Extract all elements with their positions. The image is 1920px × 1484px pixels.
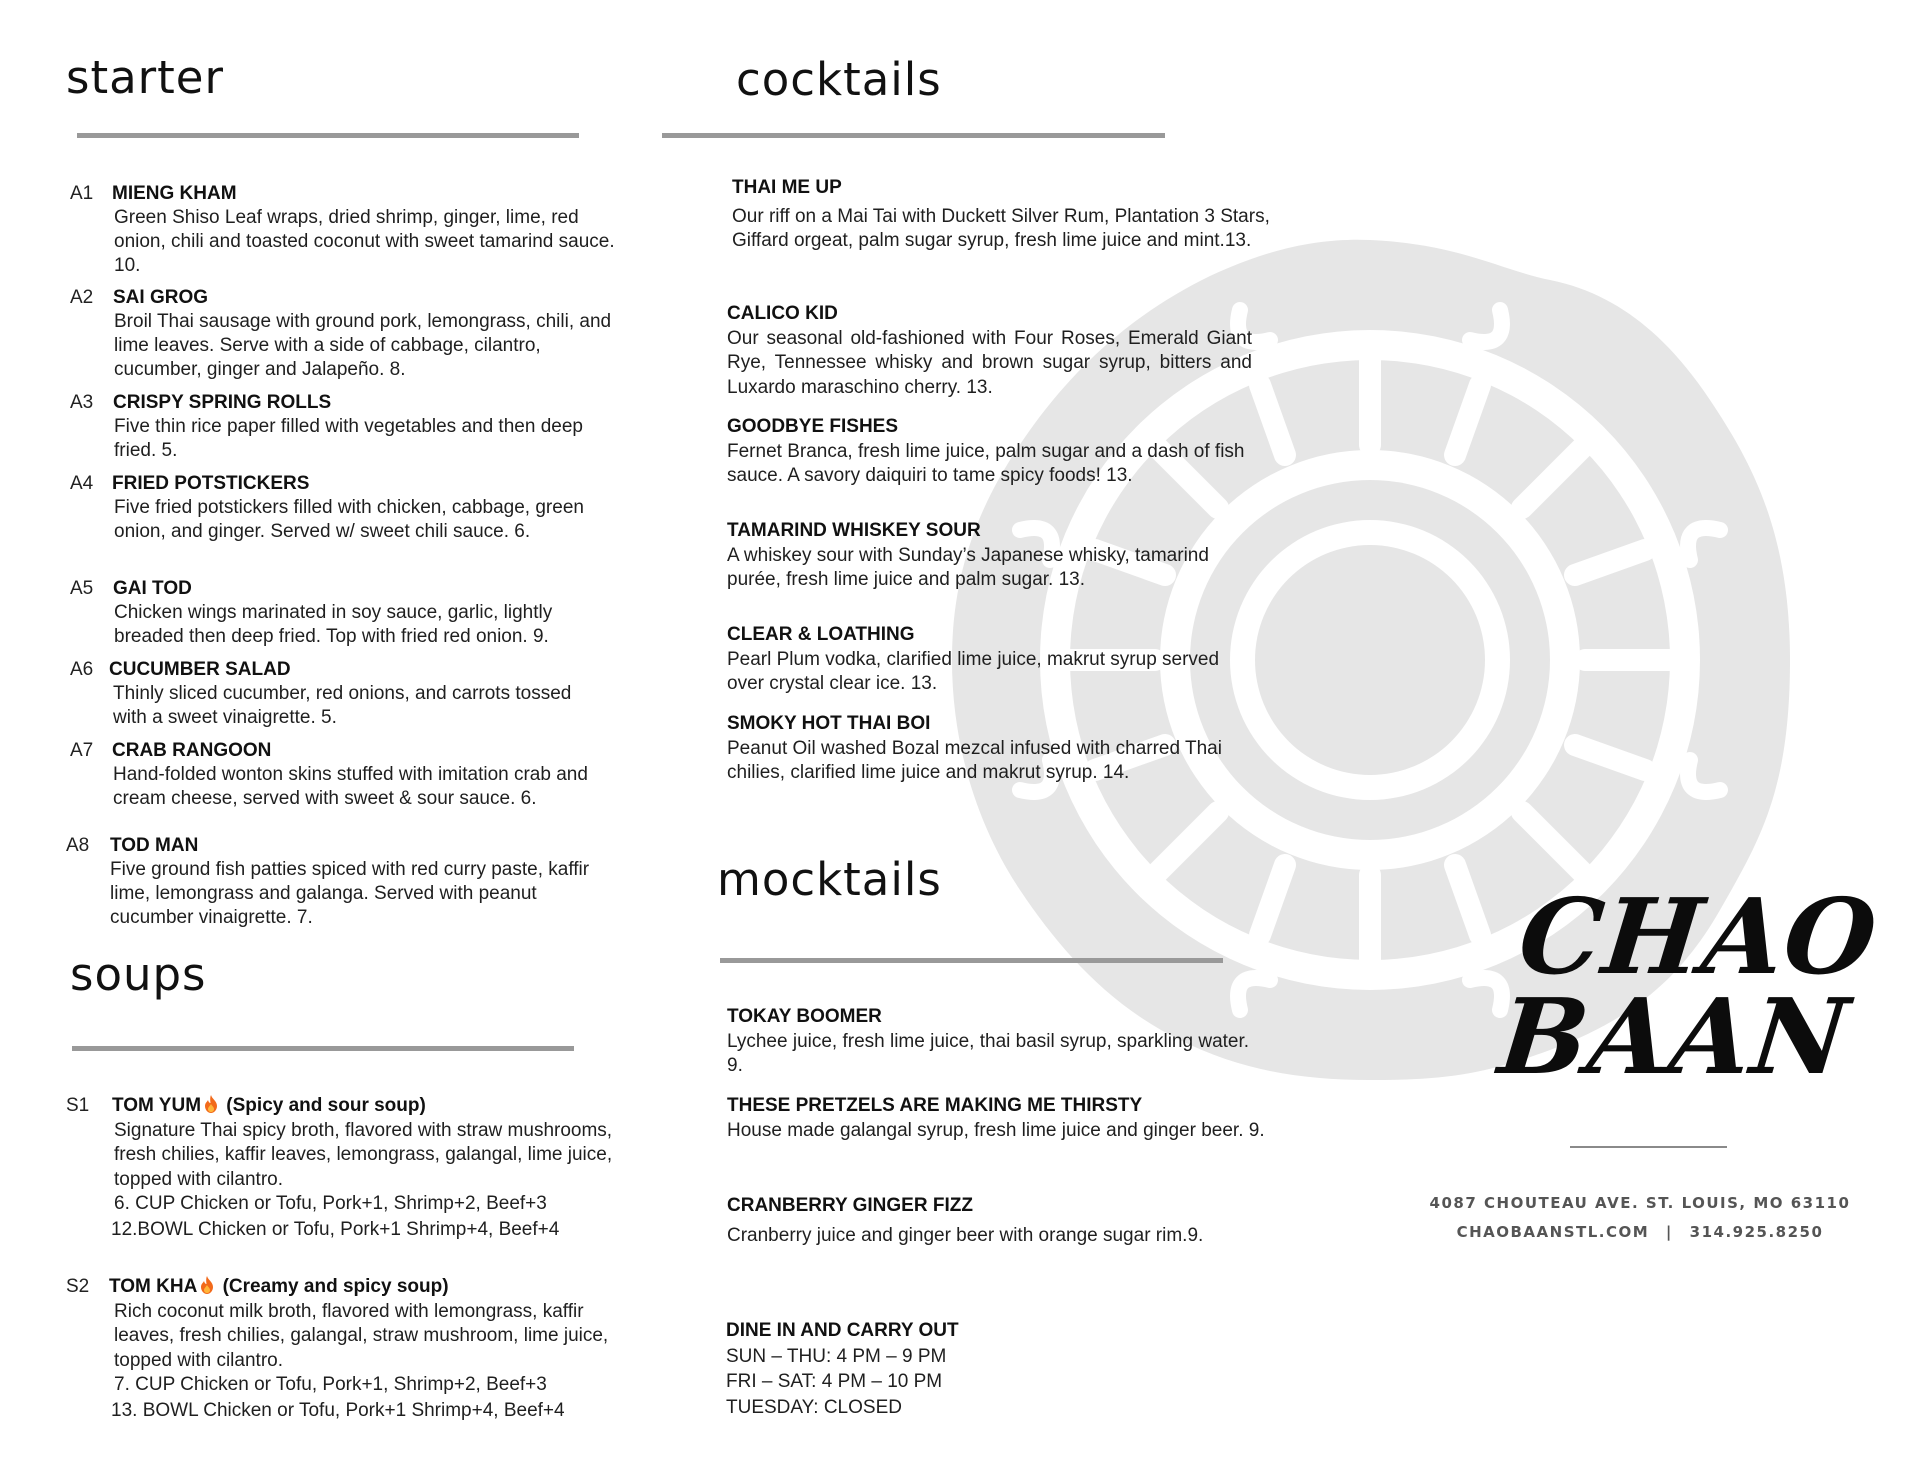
item-name: TAMARIND WHISKEY SOUR bbox=[727, 520, 981, 541]
cocktail-item bbox=[727, 415, 1272, 489]
item-name-text: TOM KHA bbox=[109, 1276, 198, 1297]
item-code: A4 bbox=[70, 473, 94, 494]
hours-line: SUN – THU: 4 PM – 9 PM bbox=[726, 1345, 947, 1367]
list-item bbox=[70, 472, 618, 544]
item-desc: Fernet Branca, fresh lime juice, palm sugar and a dash of fish sauce. A savory daiquiri to tame spicy foods! 13. bbox=[727, 440, 1245, 486]
item-code: A1 bbox=[70, 183, 94, 204]
item-name-text: TOM YUM bbox=[112, 1095, 202, 1116]
item-code: A8 bbox=[66, 835, 90, 856]
list-item bbox=[70, 182, 630, 278]
cocktail-item bbox=[732, 176, 1292, 254]
item-code: A3 bbox=[70, 392, 94, 413]
item-desc: Lychee juice, fresh lime juice, thai basil syrup, sparkling water. 9. bbox=[727, 1030, 1250, 1076]
cocktails-heading: cocktails bbox=[736, 53, 942, 106]
item-cup-price: 7. CUP Chicken or Tofu, Pork+1, Shrimp+2, Beef+3 bbox=[114, 1374, 547, 1395]
item-desc: Rich coconut milk broth, flavored with lemongrass, kaffir leaves, fresh chilies, galangal, straw mushroom, lime juice, topped with cilantro. bbox=[114, 1300, 609, 1371]
item-code: S2 bbox=[66, 1276, 90, 1297]
brand-divider bbox=[1570, 1146, 1727, 1148]
item-name: CLEAR & LOATHING bbox=[727, 624, 915, 645]
list-item bbox=[70, 286, 630, 382]
brand-contact bbox=[1420, 1223, 1860, 1241]
item-desc: Signature Thai spicy broth, flavored with straw mushrooms, fresh chilies, kaffir leaves, lemongrass, galangal, lime juice, topped with cilantro. bbox=[114, 1119, 613, 1190]
item-name: CRANBERRY GINGER FIZZ bbox=[727, 1195, 973, 1216]
item-desc: Hand-folded wonton skins stuffed with imitation crab and cream cheese, served with sweet & sour sauce. 6. bbox=[113, 764, 588, 809]
brand-phone[interactable]: 314.925.8250 bbox=[1689, 1223, 1824, 1241]
soups-heading: soups bbox=[70, 948, 207, 1001]
item-desc: Five ground fish patties spiced with red curry paste, kaffir lime, lemongrass and galanga. Served with peanut cucumber vinaigrette. 7. bbox=[110, 859, 590, 928]
item-name: CUCUMBER SALAD bbox=[109, 659, 291, 680]
item-desc: House made galangal syrup, fresh lime juice and ginger beer. 9. bbox=[727, 1119, 1265, 1141]
item-desc: Our seasonal old-fashioned with Four Roses, Emerald Giant Rye, Tennessee whisky and brown sugar syrup, bitters and Luxardo maraschino cherry. 13. bbox=[727, 327, 1252, 398]
item-desc: Chicken wings marinated in soy sauce, garlic, lightly breaded then deep fried. Top with fried red onion. 9. bbox=[114, 602, 553, 647]
hours-title: DINE IN AND CARRY OUT bbox=[726, 1320, 959, 1341]
item-name-suffix: (Creamy and spicy soup) bbox=[217, 1276, 449, 1297]
item-name: THAI ME UP bbox=[732, 177, 842, 198]
item-name-suffix: (Spicy and sour soup) bbox=[221, 1095, 426, 1116]
item-code: A6 bbox=[70, 659, 94, 680]
brand-name-line1: CHAO bbox=[1513, 875, 1883, 998]
mocktail-item bbox=[727, 1005, 1267, 1079]
item-desc: Five thin rice paper filled with vegetables and then deep fried. 5. bbox=[114, 416, 583, 461]
item-code: A5 bbox=[70, 578, 94, 599]
list-item bbox=[70, 577, 610, 649]
item-name: FRIED POTSTICKERS bbox=[112, 473, 310, 494]
cocktails-rule bbox=[662, 133, 1165, 138]
item-name: SAI GROG bbox=[113, 287, 209, 308]
item-desc: Five fried potstickers filled with chicken, cabbage, green onion, and ginger. Served w/ sweet chili sauce. 6. bbox=[114, 497, 584, 542]
item-desc: Cranberry juice and ginger beer with orange sugar rim.9. bbox=[727, 1224, 1204, 1246]
item-name: TOD MAN bbox=[110, 835, 199, 856]
item-name bbox=[109, 1275, 626, 1300]
hours-block bbox=[726, 1318, 959, 1420]
mocktail-item bbox=[727, 1194, 1287, 1248]
item-desc: Green Shiso Leaf wraps, dried shrimp, ginger, lime, red onion, chili and toasted coconut with sweet tamarind sauce. 10. bbox=[114, 207, 615, 276]
item-desc: Thinly sliced cucumber, red onions, and carrots tossed with a sweet vinaigrette. 5. bbox=[113, 683, 572, 728]
cocktail-item bbox=[727, 623, 1247, 697]
flame-icon bbox=[203, 1094, 219, 1114]
cocktail-item bbox=[727, 302, 1252, 400]
item-desc: A whiskey sour with Sunday’s Japanese whisky, tamarind purée, fresh lime juice and palm sugar. 13. bbox=[727, 544, 1209, 590]
cocktail-item bbox=[727, 519, 1262, 593]
item-name: TOKAY BOOMER bbox=[727, 1006, 882, 1027]
starter-rule bbox=[77, 133, 579, 138]
list-item bbox=[70, 739, 610, 811]
soups-rule bbox=[72, 1046, 574, 1051]
hours-line: FRI – SAT: 4 PM – 10 PM bbox=[726, 1371, 943, 1392]
brand-separator: | bbox=[1665, 1223, 1673, 1241]
item-desc: Peanut Oil washed Bozal mezcal infused with charred Thai chilies, clarified lime juice and makrut syrup. 14. bbox=[727, 737, 1222, 783]
item-name: MIENG KHAM bbox=[112, 183, 237, 204]
item-code: A7 bbox=[70, 740, 94, 761]
item-name: THESE PRETZELS ARE MAKING ME THIRSTY bbox=[727, 1095, 1143, 1116]
mocktails-rule bbox=[720, 958, 1223, 963]
item-name: CRAB RANGOON bbox=[112, 740, 272, 761]
flame-icon bbox=[199, 1275, 215, 1295]
list-item bbox=[66, 834, 606, 930]
item-name: SMOKY HOT THAI BOI bbox=[727, 713, 931, 734]
mocktail-item bbox=[727, 1094, 1267, 1143]
cocktail-item bbox=[727, 712, 1247, 786]
brand-logo bbox=[1490, 875, 1883, 1098]
item-name: CALICO KID bbox=[727, 303, 838, 324]
item-code: A2 bbox=[70, 287, 94, 308]
list-item bbox=[66, 1275, 626, 1423]
item-name: GAI TOD bbox=[113, 578, 192, 599]
starter-heading: starter bbox=[66, 51, 224, 104]
item-name: GOODBYE FISHES bbox=[727, 416, 899, 437]
item-name: CRISPY SPRING ROLLS bbox=[113, 392, 332, 413]
item-bowl-price: 12.BOWL Chicken or Tofu, Pork+1 Shrimp+4, Beef+4 bbox=[111, 1218, 560, 1240]
hours-line: TUESDAY: CLOSED bbox=[726, 1396, 902, 1418]
list-item bbox=[70, 658, 590, 730]
item-desc: Broil Thai sausage with ground pork, lemongrass, chili, and lime leaves. Serve with a side of cabbage, cilantro, cucumber, ginger and Jalapeño. 8. bbox=[114, 311, 612, 380]
item-desc: Pearl Plum vodka, clarified lime juice, makrut syrup served over crystal clear ice. 13. bbox=[727, 648, 1220, 694]
item-bowl-price: 13. BOWL Chicken or Tofu, Pork+1 Shrimp+4, Beef+4 bbox=[111, 1399, 565, 1421]
brand-website[interactable]: CHAOBAANSTL.COM bbox=[1456, 1223, 1650, 1241]
brand-address: 4087 CHOUTEAU AVE. ST. LOUIS, MO 63110 bbox=[1429, 1194, 1851, 1212]
list-item bbox=[70, 391, 600, 463]
mocktails-heading: mocktails bbox=[717, 853, 942, 906]
item-desc: Our riff on a Mai Tai with Duckett Silver Rum, Plantation 3 Stars, Giffard orgeat, palm sugar syrup, fresh lime juice and mint.13. bbox=[732, 205, 1270, 251]
item-cup-price: 6. CUP Chicken or Tofu, Pork+1, Shrimp+2, Beef+3 bbox=[114, 1193, 547, 1214]
brand-name-line2: BAAN bbox=[1493, 975, 1855, 1098]
item-name bbox=[112, 1094, 626, 1119]
list-item bbox=[66, 1094, 626, 1242]
item-code: S1 bbox=[66, 1095, 90, 1116]
